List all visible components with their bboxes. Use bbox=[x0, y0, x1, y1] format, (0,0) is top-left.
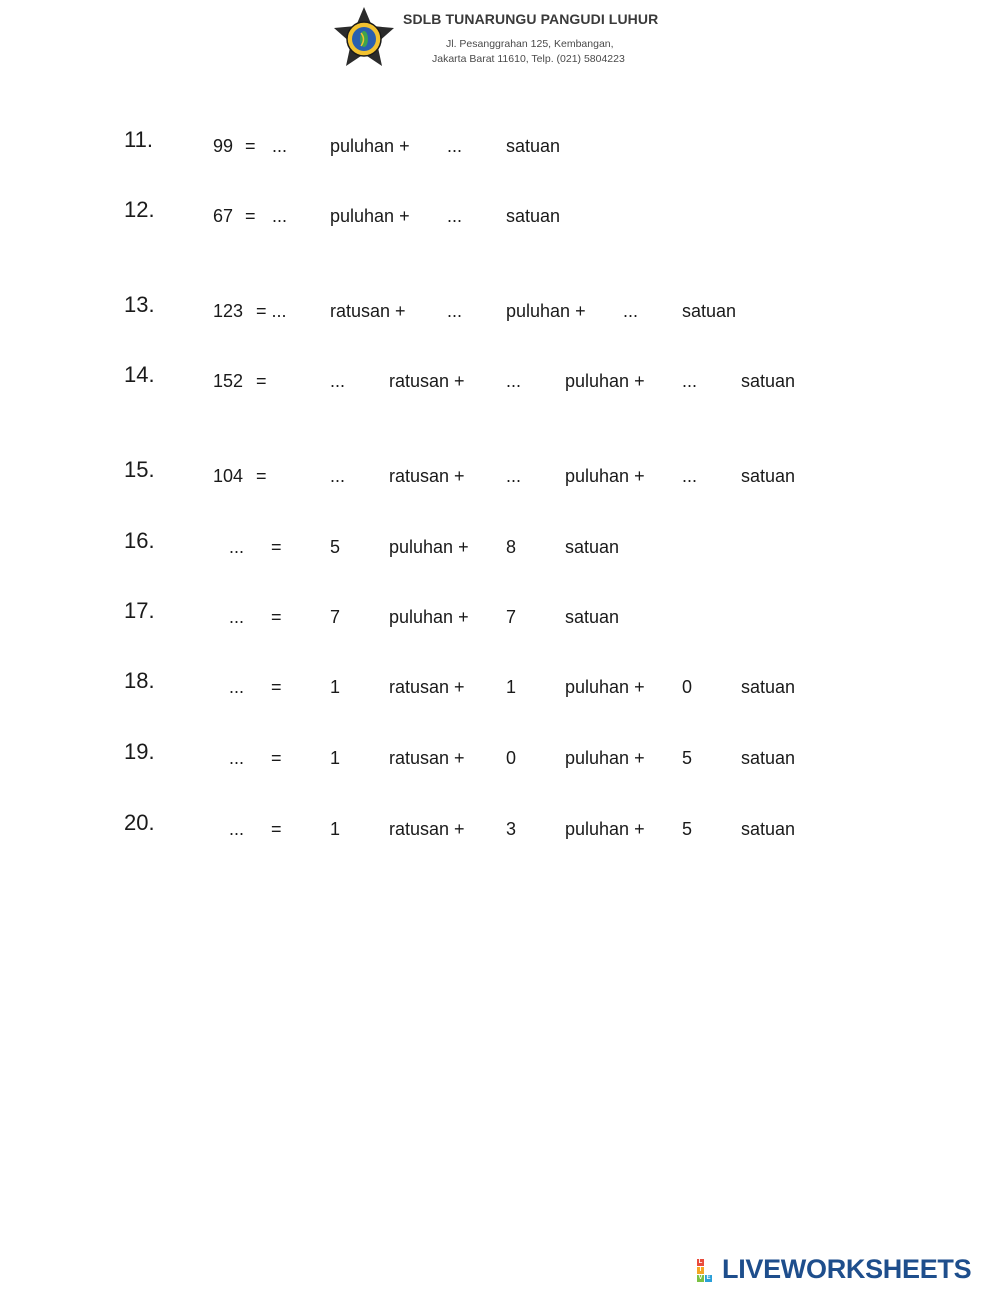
exercise-row-18 bbox=[0, 668, 1000, 702]
place-value-label: puluhan + bbox=[565, 466, 645, 486]
place-value-label: satuan bbox=[741, 466, 796, 486]
exercise-row-19 bbox=[0, 739, 1000, 773]
exercise-row-14 bbox=[0, 362, 1000, 396]
place-value-label: puluhan + bbox=[565, 819, 645, 839]
question-number: 17. bbox=[124, 598, 155, 623]
question-number: 13. bbox=[124, 292, 155, 317]
place-value-label: puluhan + bbox=[565, 748, 645, 768]
place-value-label: satuan bbox=[565, 607, 620, 627]
place-value-label: satuan bbox=[741, 748, 796, 768]
block-l: L bbox=[698, 1259, 703, 1265]
given-digit: 1 bbox=[330, 677, 341, 697]
equals-sign: = bbox=[245, 206, 256, 226]
given-digit: 3 bbox=[506, 819, 517, 839]
place-value-label: puluhan + bbox=[565, 371, 645, 391]
block-i: I bbox=[697, 1267, 704, 1274]
place-value-label: satuan bbox=[565, 537, 620, 557]
given-number: 123 bbox=[213, 301, 244, 321]
question-number: 20. bbox=[124, 810, 155, 835]
place-value-label: ratusan + bbox=[330, 301, 406, 321]
answer-blank[interactable]: ... bbox=[330, 371, 346, 391]
answer-blank[interactable]: ... bbox=[229, 537, 245, 557]
answer-blank[interactable]: ... bbox=[623, 301, 639, 321]
liveworksheets-blocks-icon bbox=[697, 1259, 721, 1283]
address-line-1: Jl. Pesanggrahan 125, Kembangan, bbox=[446, 38, 614, 50]
given-digit: 7 bbox=[330, 607, 341, 627]
answer-blank[interactable]: ... bbox=[447, 136, 463, 156]
given-number: 104 bbox=[213, 466, 244, 486]
exercise-row-16 bbox=[0, 528, 1000, 562]
answer-blank[interactable]: ... bbox=[229, 748, 245, 768]
place-value-label: ratusan + bbox=[389, 748, 465, 768]
equals-sign: = bbox=[245, 136, 256, 156]
given-digit: 5 bbox=[330, 537, 341, 557]
place-value-label: satuan bbox=[741, 819, 796, 839]
block-v: V bbox=[698, 1275, 703, 1281]
address-line-2: Jakarta Barat 11610, Telp. (021) 5804223 bbox=[432, 53, 625, 65]
exercise-row-13 bbox=[0, 292, 1000, 326]
place-value-label: puluhan + bbox=[565, 677, 645, 697]
question-number: 19. bbox=[124, 739, 155, 764]
place-value-label: puluhan + bbox=[506, 301, 586, 321]
place-value-label: puluhan + bbox=[330, 206, 410, 226]
place-value-label: satuan bbox=[741, 677, 796, 697]
question-number: 18. bbox=[124, 668, 155, 693]
school-name: SDLB TUNARUNGU PANGUDI LUHUR bbox=[403, 11, 659, 27]
given-number: 99 bbox=[213, 136, 234, 156]
question-number: 15. bbox=[124, 457, 155, 482]
place-value-label: puluhan + bbox=[389, 537, 469, 557]
school-crest-icon bbox=[332, 6, 396, 70]
answer-blank[interactable]: ... bbox=[229, 607, 245, 627]
place-value-label: satuan bbox=[741, 371, 796, 391]
exercise-row-15 bbox=[0, 457, 1000, 491]
answer-blank[interactable]: ... bbox=[272, 136, 288, 156]
equals-sign: = bbox=[271, 537, 282, 557]
equals-sign: = bbox=[271, 819, 282, 839]
answer-blank[interactable]: ... bbox=[506, 371, 522, 391]
answer-blank[interactable]: ... bbox=[682, 466, 698, 486]
answer-blank[interactable]: ... bbox=[272, 206, 288, 226]
place-value-label: ratusan + bbox=[389, 466, 465, 486]
place-value-label: satuan bbox=[682, 301, 737, 321]
question-number: 14. bbox=[124, 362, 155, 387]
given-digit: 5 bbox=[682, 819, 693, 839]
place-value-label: ratusan + bbox=[389, 371, 465, 391]
place-value-label: puluhan + bbox=[330, 136, 410, 156]
answer-blank[interactable]: ... bbox=[330, 466, 346, 486]
place-value-label: satuan bbox=[506, 136, 561, 156]
given-digit: 0 bbox=[682, 677, 693, 697]
given-digit: 1 bbox=[506, 677, 517, 697]
equals-sign: = bbox=[256, 371, 267, 391]
given-number: 152 bbox=[213, 371, 244, 391]
given-digit: 1 bbox=[330, 819, 341, 839]
question-number: 11. bbox=[124, 127, 153, 152]
given-digit: 8 bbox=[506, 537, 517, 557]
place-value-label: puluhan + bbox=[389, 607, 469, 627]
answer-blank[interactable]: ... bbox=[447, 206, 463, 226]
liveworksheets-brand-text: LIVEWORKSHEETS bbox=[722, 1254, 972, 1284]
place-value-label: satuan bbox=[506, 206, 561, 226]
equals-sign: = bbox=[271, 748, 282, 768]
question-number: 12. bbox=[124, 197, 155, 222]
equals-sign: = bbox=[271, 677, 282, 697]
answer-blank[interactable]: ... bbox=[682, 371, 698, 391]
answer-blank[interactable]: ... bbox=[506, 466, 522, 486]
given-digit: 7 bbox=[506, 607, 517, 627]
exercise-row-11 bbox=[0, 127, 1000, 161]
equals-sign: = bbox=[256, 466, 267, 486]
equals-sign: = bbox=[271, 607, 282, 627]
exercise-row-12 bbox=[0, 197, 1000, 231]
answer-blank[interactable]: ... bbox=[229, 677, 245, 697]
answer-blank[interactable]: ... bbox=[447, 301, 463, 321]
place-value-label: ratusan + bbox=[389, 819, 465, 839]
given-digit: 0 bbox=[506, 748, 517, 768]
page-header bbox=[0, 0, 1000, 80]
block-e: E bbox=[706, 1275, 711, 1281]
question-number: 16. bbox=[124, 528, 155, 553]
answer-blank[interactable]: ... bbox=[229, 819, 245, 839]
exercise-row-20 bbox=[0, 810, 1000, 844]
given-digit: 5 bbox=[682, 748, 693, 768]
given-number: 67 bbox=[213, 206, 234, 226]
place-value-label: ratusan + bbox=[389, 677, 465, 697]
given-digit: 1 bbox=[330, 748, 341, 768]
exercise-row-17 bbox=[0, 598, 1000, 632]
equals-answer-blank[interactable]: = ... bbox=[256, 301, 287, 321]
liveworksheets-logo[interactable] bbox=[697, 1254, 997, 1286]
